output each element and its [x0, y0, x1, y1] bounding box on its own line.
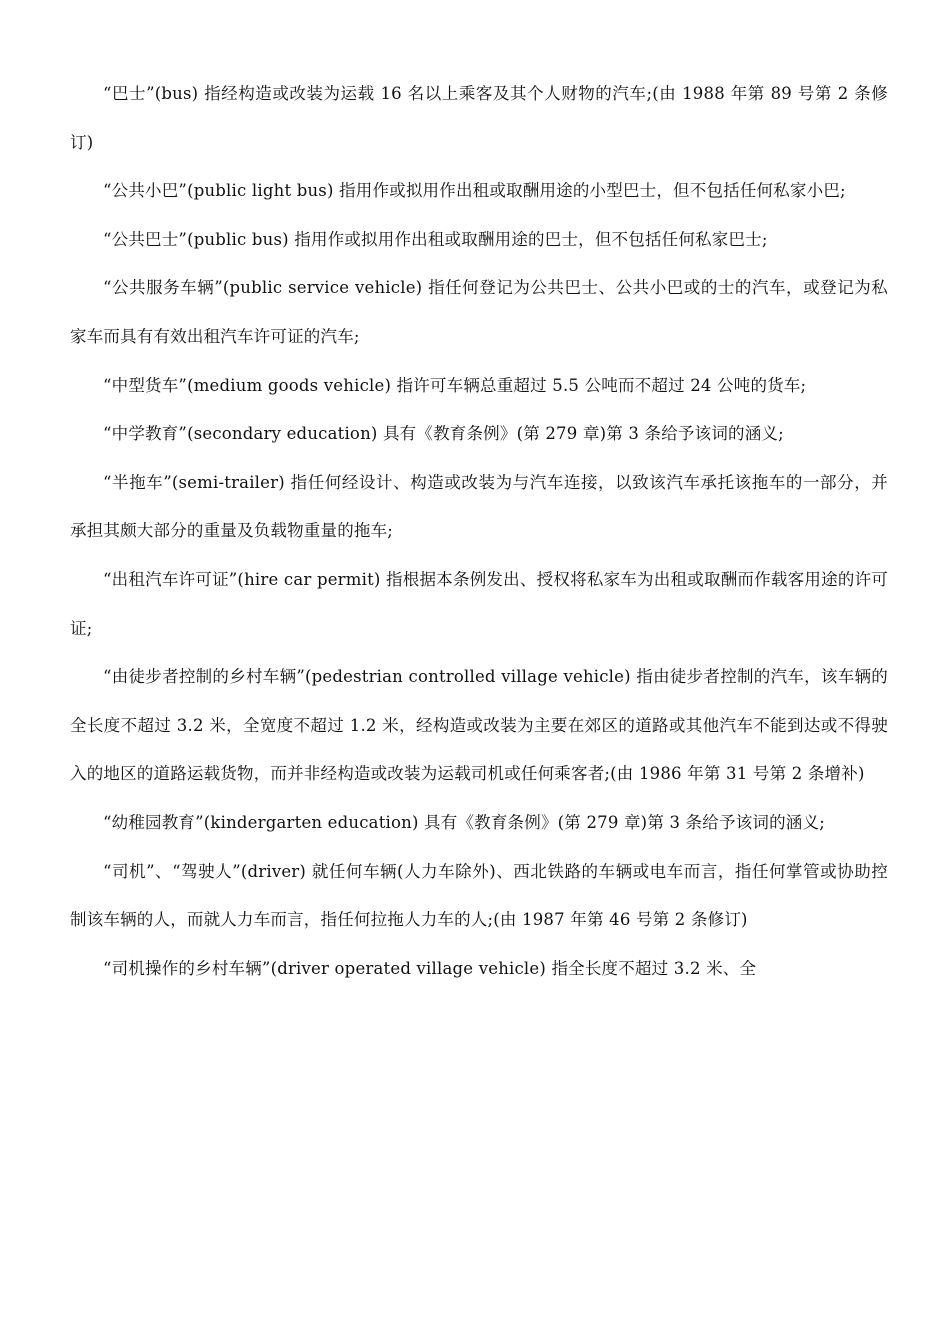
- definition-kindergarten-education: “幼稚园教育”(kindergarten education) 具有《教育条例》(第 279 章)第 3 条给予该词的涵义;: [103, 812, 825, 832]
- definition-secondary-education: “中学教育”(secondary education) 具有《教育条例》(第 279 章)第 3 条给予该词的涵义;: [103, 424, 784, 444]
- definition-medium-goods-vehicle: “中型货车”(medium goods vehicle) 指许可车辆总重超过 5.5 公吨而不超过 24 公吨的货车;: [103, 375, 807, 395]
- definition-driver: “司机”、“驾驶人”(driver) 就任何车辆(人力车除外)、西北铁路的车辆或电车而言，指任何掌管或协助控制该车辆的人，而就人力车而言，指任何拉拖人力车的人;(由 1987 年第 46 号第 2 条修订): [70, 861, 888, 930]
- definition-public-bus: “公共巴士”(public bus) 指用作或拟用作出租或取酬用途的巴士，但不包括任何私家巴士;: [103, 229, 768, 249]
- definition-semi-trailer: “半拖车”(semi-trailer) 指任何经设计、构造或改装为与汽车连接，以致该汽车承托该拖车的一部分，并承担其颇大部分的重量及负载物重量的拖车;: [70, 472, 888, 541]
- definition-public-light-bus: “公共小巴”(public light bus) 指用作或拟用作出租或取酬用途的小型巴士，但不包括任何私家小巴;: [103, 181, 846, 201]
- document-body: [70, 70, 888, 993]
- definition-pedestrian-controlled-village-vehicle: “由徒步者控制的乡村车辆”(pedestrian controlled village vehicle) 指由徒步者控制的汽车，该车辆的全长度不超过 3.2 米，全宽度不超过 1.2 米，经构造或改装为主要在郊区的道路或其他汽车不能到达或不得驶入的地区的道路运载货物，而并非经构造或改装为运载司机或任何乘客者;(由 1986 年第 31 号第 2 条增补): [70, 667, 888, 784]
- definition-public-service-vehicle: “公共服务车辆”(public service vehicle) 指任何登记为公共巴士、公共小巴或的士的汽车，或登记为私家车而具有有效出租汽车许可证的汽车;: [70, 278, 888, 346]
- definition-hire-car-permit: “出租汽车许可证”(hire car permit) 指根据本条例发出、授权将私家车为出租或取酬而作载客用途的许可证;: [70, 569, 888, 638]
- definition-driver-operated-village-vehicle: “司机操作的乡村车辆”(driver operated village vehicle) 指全长度不超过 3.2 米、全: [103, 958, 757, 978]
- definition-bus: “巴士”(bus) 指经构造或改装为运载 16 名以上乘客及其个人财物的汽车;(由 1988 年第 89 号第 2 条修订): [70, 84, 888, 152]
